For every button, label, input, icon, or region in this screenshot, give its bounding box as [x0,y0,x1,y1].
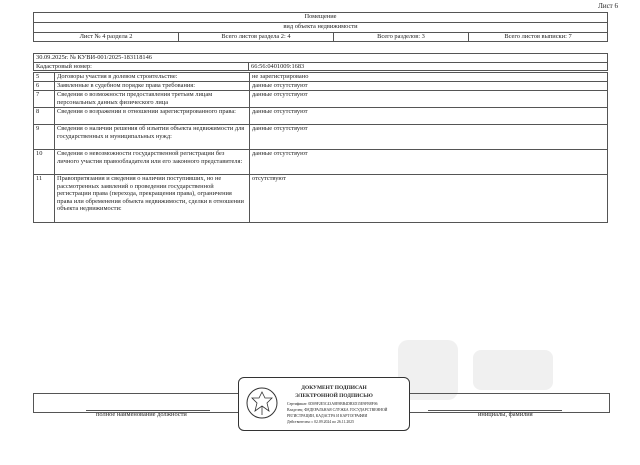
table-row [34,175,608,223]
cadastral-value: 66:56:0401009:1683 [249,62,608,71]
sections-total: Всего разделов: 3 [334,33,469,42]
table-row [34,108,608,125]
header-table [33,12,608,42]
row-label: Сведения о наличии решения об изъятии объекта недвижимости для государственных и муниципальных нужд: [55,125,250,150]
emblem-icon [245,386,279,420]
stamp-owner-cont: РЕГИСТРАЦИИ, КАДАСТРА И КАРТОГРАФИИ [287,414,368,418]
row-label: Сведения о возможности предоставления третьим лицам персональных данных физического лица [55,91,250,108]
cadastral-label: Кадастровый номер: [34,62,249,71]
table-row [34,91,608,108]
row-number: 6 [34,82,55,91]
row-label: Договоры участия в долевом строительстве: [55,73,250,82]
digital-signature-stamp [238,377,410,431]
row-value: не зарегистрировано [250,73,608,82]
date-number: 30.09.2025г. № КУВИ-001/2025-183118146 [34,54,608,63]
meta-table [33,53,608,71]
object-title: Помещение [34,13,608,23]
row-number: 11 [34,175,55,223]
stamp-title: ДОКУМЕНТ ПОДПИСАН [301,385,367,391]
object-type: вид объекта недвижимости [34,23,608,33]
stamp-owner: Владелец: ФЕДЕРАЛЬНАЯ СЛУЖБА ГОСУДАРСТВЕННОЙ [287,408,388,412]
info-table [33,72,608,223]
row-value: данные отсутствуют [250,108,608,125]
table-row [34,125,608,150]
row-number: 9 [34,125,55,150]
row-label: Заявленные в судебном порядке права требования: [55,82,250,91]
row-label: Сведения о невозможности государственной регистрации без личного участия правообладателя или его законного представителя: [55,150,250,175]
sheet-section: Лист № 4 раздела 2 [34,33,179,42]
table-row [34,150,608,175]
row-value: данные отсутствуют [250,91,608,108]
stamp-subtitle: ЭЛЕКТРОННОЙ ПОДПИСЬЮ [295,393,373,399]
row-number: 10 [34,150,55,175]
row-value: данные отсутствуют [250,82,608,91]
sheets-in-section: Всего листов раздела 2: 4 [179,33,334,42]
row-value: отсутствуют [250,175,608,223]
stamp-certificate: Сертификат: 0D09F2E5C43A8E9BB4DB3D15E9FB8F06 [287,402,378,406]
stamp-validity: Действителен: с 02.09.2024 по 26.11.2025 [287,420,354,424]
row-number: 8 [34,108,55,125]
row-number: 5 [34,73,55,82]
name-caption: инициалы, фамилия [478,411,533,418]
table-row [34,82,608,91]
row-label: Сведения о возражении в отношении зарегистрированного права: [55,108,250,125]
row-label: Правопритязания и сведения о наличии поступивших, но не рассмотренных заявлений о проведении государственной регистрации права (перехода, прекращения права), ограничения права или обременения объекта недвижимости, сделки в отношении объекта недвижимости: [55,175,250,223]
table-row [34,73,608,82]
sheet-number: Лист 6 [598,2,618,10]
row-number: 7 [34,91,55,108]
extract-sheets-total: Всего листов выписки: 7 [469,33,608,42]
row-value: данные отсутствуют [250,150,608,175]
row-value: данные отсутствуют [250,125,608,150]
position-caption: полное наименование должности [96,411,187,418]
